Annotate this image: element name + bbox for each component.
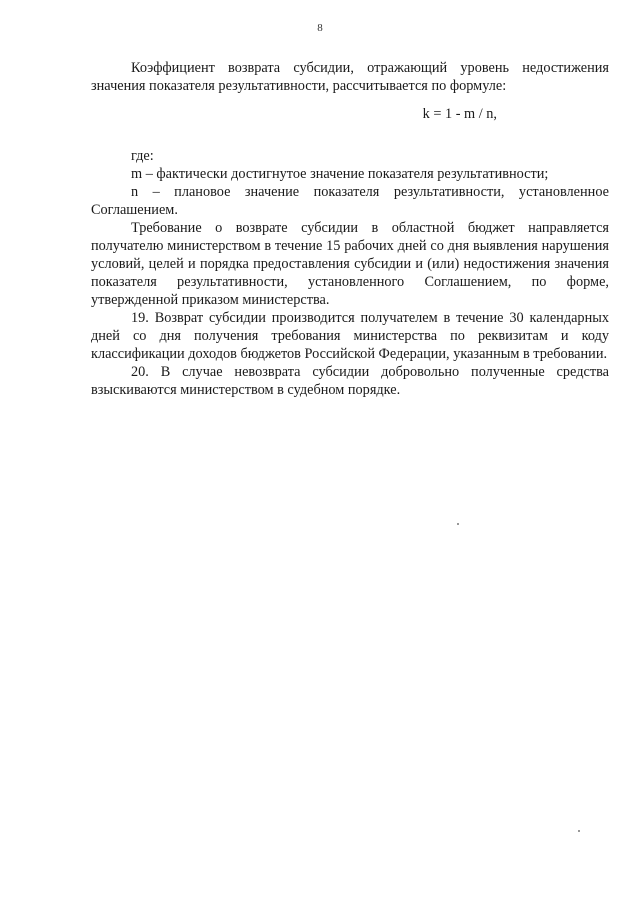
scan-speck: [457, 523, 459, 525]
scan-speck: [578, 830, 580, 832]
page-number: 8: [317, 22, 323, 34]
definition-m: m – фактически достигнутое значение показателя результативности;: [131, 166, 549, 182]
paragraph-coefficient-intro: Коэффициент возврата субсидии, отражающий уровень недостижения значения показателя результативности, рассчитывается по формуле:: [91, 60, 609, 94]
formula: k = 1 - m / n,: [422, 106, 497, 122]
definition-n: n – плановое значение показателя результативности, установленное Соглашением.: [91, 184, 609, 218]
where-label: где:: [131, 148, 154, 164]
paragraph-20: 20. В случае невозврата субсидии добровольно полученные средства взыскиваются министерством в судебном порядке.: [91, 364, 609, 398]
document-body: [91, 59, 609, 399]
paragraph-19: 19. Возврат субсидии производится получателем в течение 30 календарных дней со дня получения требования министерства по реквизитам и коду классификации доходов бюджетов Российской Федерации, указанным в требовании.: [91, 310, 609, 362]
paragraph-return-demand: Требование о возврате субсидии в областной бюджет направляется получателю министерством в течение 15 рабочих дней со дня выявления нарушения условий, целей и порядка предоставления субсидии и (или) недостижения значения показателя результативности, установленного Соглашением, по форме, утвержденной приказом министерства.: [91, 220, 609, 308]
